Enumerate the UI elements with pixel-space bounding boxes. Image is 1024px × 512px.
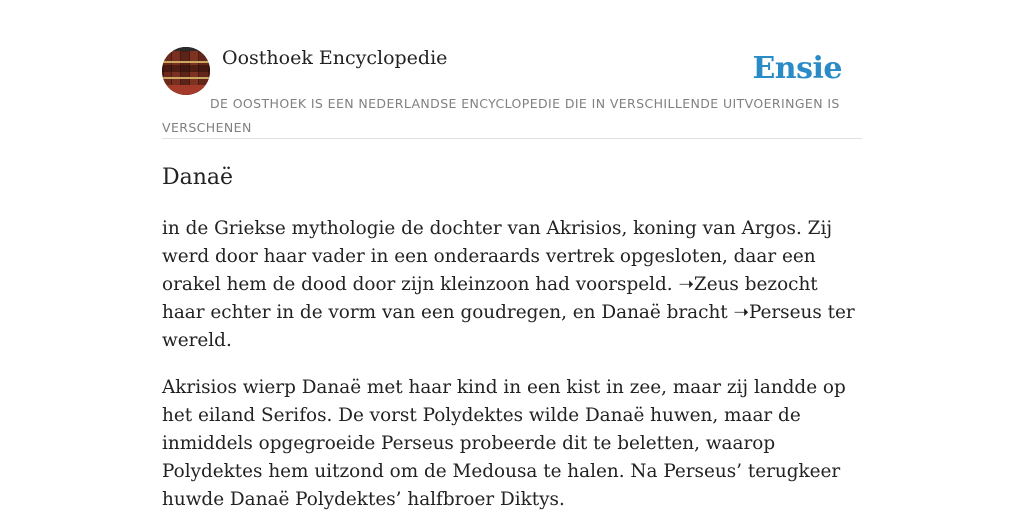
article: [162, 139, 862, 512]
xref-link-zeus[interactable]: ➝Zeus: [678, 274, 739, 295]
paragraph-text: ter wereld.: [162, 302, 855, 351]
book-volumes-graphic: [162, 47, 210, 95]
site-name[interactable]: Oosthoek Encyclopedie: [222, 47, 448, 69]
page-container: [162, 44, 862, 512]
site-tagline: DE OOSTHOEK IS EEN NEDERLANDSE ENCYCLOPEDIE DIE IN VERSCHILLENDE UITVOERINGEN IS VERSCHENEN: [162, 96, 840, 135]
xref-link-perseus[interactable]: ➝Perseus: [733, 302, 822, 323]
paragraph-text: bezocht haar echter in de vorm van een goudregen, en Danaë bracht: [162, 274, 818, 323]
paragraph-text: in de Griekse mythologie de dochter van Akrisios, koning van Argos. Zij werd door haar vader in een onderaards vertrek opgesloten, daar een orakel hem de dood door zijn kleinzoon had voorspeld.: [162, 218, 833, 295]
book-volumes-icon[interactable]: [162, 47, 210, 95]
ensie-logo-link[interactable]: Ensie: [752, 51, 842, 86]
site-header: [162, 44, 862, 139]
article-title: Danaë: [162, 165, 234, 190]
article-paragraph-1: [162, 215, 862, 355]
article-paragraph-2: Akrisios wierp Danaë met haar kind in een kist in zee, maar zij landde op het eiland Serifos. De vorst Polydektes wilde Danaë huwen, maar de inmiddels opgegroeide Perseus probeerde dit te beletten, waarop Polydektes hem uitzond om de Medousa te halen. Na Perseus’ terugkeer huwde Danaë Polydektes’ halfbroer Diktys.: [162, 377, 846, 510]
